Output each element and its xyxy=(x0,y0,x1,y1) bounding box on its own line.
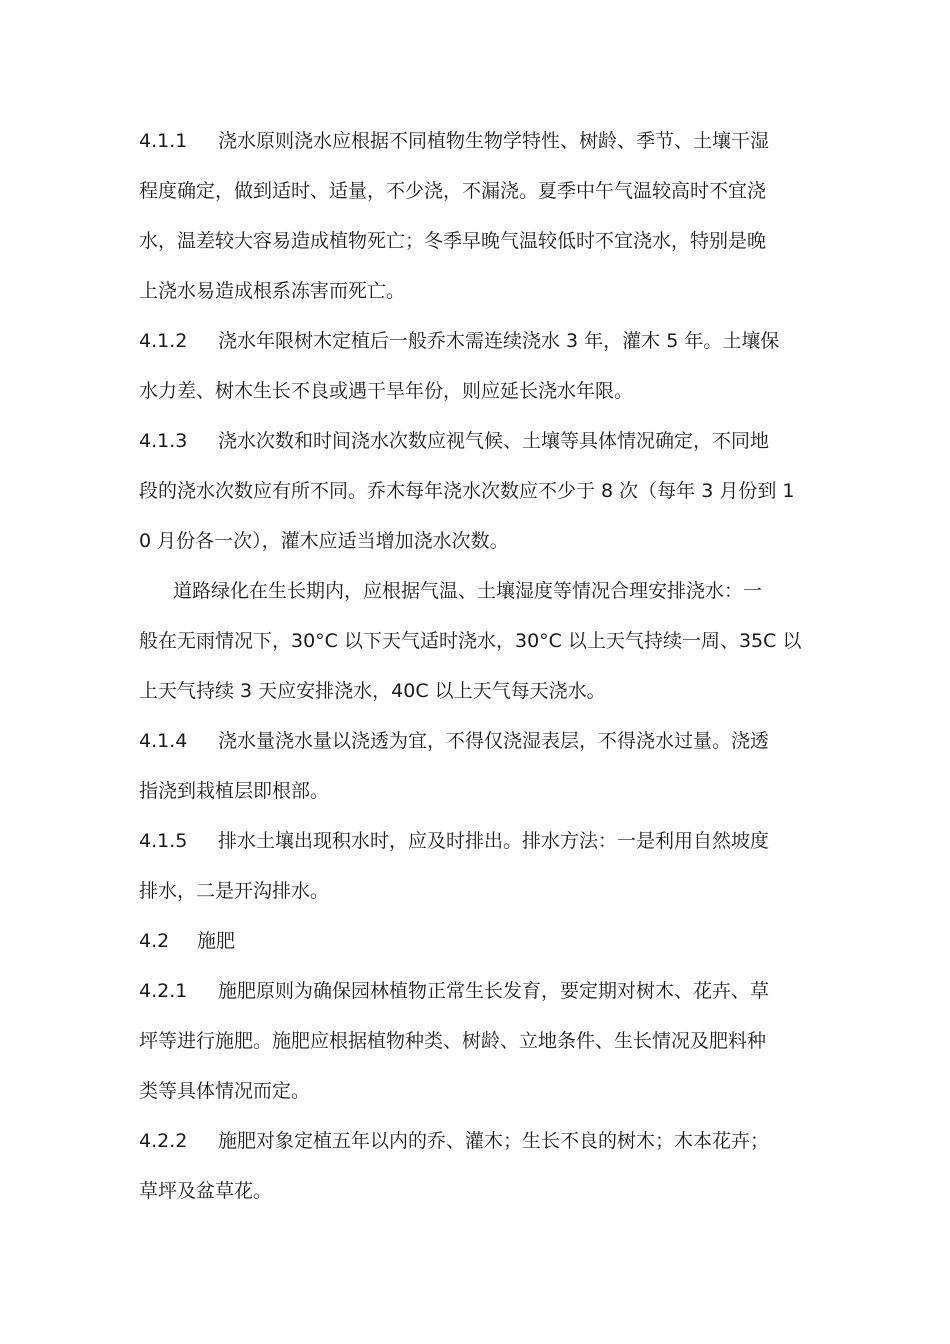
paragraph-line: 指浇到栽植层即根部。 xyxy=(139,780,330,802)
heading-line xyxy=(139,916,829,966)
section-number: 4.1.3 xyxy=(139,430,188,452)
paragraph-line xyxy=(139,1116,829,1166)
paragraph-line xyxy=(139,566,829,616)
paragraph-text: 浇水年限树木定植后一般乔木需连续浇水 3 年，灌木 5 年。土壤保 xyxy=(218,330,780,352)
paragraph-4-1-2 xyxy=(139,316,829,416)
paragraph-line xyxy=(139,316,829,366)
paragraph-line: 坪等进行施肥。施肥应根据植物种类、树龄、立地条件、生长情况及肥料种 xyxy=(139,1030,767,1052)
paragraph-line xyxy=(139,716,829,766)
paragraph-4-2-1 xyxy=(139,966,829,1116)
paragraph-line: 上浇水易造成根系冻害而死亡。 xyxy=(139,280,406,302)
paragraph-line xyxy=(139,116,829,166)
paragraph-4-1-3 xyxy=(139,416,829,566)
paragraph-line: 0 月份各一次），灌木应适当增加浇水次数。 xyxy=(139,530,509,552)
paragraph-line: 排水，二是开沟排水。 xyxy=(139,880,330,902)
section-number: 4.2.2 xyxy=(139,1130,188,1152)
paragraph-line: 般在无雨情况下，30°C 以下天气适时浇水，30°C 以上天气持续一周、35C 以 xyxy=(139,630,802,652)
document-body xyxy=(139,116,829,1216)
section-number: 4.2 xyxy=(139,930,170,952)
paragraph-line: 上天气持续 3 天应安排浇水，40C 以上天气每天浇水。 xyxy=(139,680,606,702)
section-number: 4.1.2 xyxy=(139,330,188,352)
paragraph-line: 草坪及盆草花。 xyxy=(139,1180,273,1202)
paragraph-text: 施肥原则为确保园林植物正常生长发育，要定期对树木、花卉、草 xyxy=(218,980,770,1002)
paragraph-line xyxy=(139,966,829,1016)
paragraph-text: 浇水次数和时间浇水次数应视气候、土壤等具体情况确定，不同地 xyxy=(218,430,770,452)
paragraph-4-2-2 xyxy=(139,1116,829,1216)
paragraph-text: 浇水原则浇水应根据不同植物生物学特性、树龄、季节、土壤干湿 xyxy=(218,130,770,152)
section-heading-4-2 xyxy=(139,916,829,966)
paragraph-4-1-4 xyxy=(139,716,829,816)
paragraph-line: 段的浇水次数应有所不同。乔木每年浇水次数应不少于 8 次（每年 3 月份到 1 xyxy=(139,480,795,502)
paragraph-text: 道路绿化在生长期内，应根据气温、土壤湿度等情况合理安排浇水：一 xyxy=(173,580,763,602)
section-number: 4.1.1 xyxy=(139,130,188,152)
paragraph-4-1-1 xyxy=(139,116,829,316)
section-title: 施肥 xyxy=(197,930,236,952)
section-number: 4.1.4 xyxy=(139,730,188,752)
section-number: 4.1.5 xyxy=(139,830,188,852)
paragraph-line: 水力差、树木生长不良或遇干旱年份，则应延长浇水年限。 xyxy=(139,380,634,402)
paragraph-road-greening xyxy=(139,566,829,716)
paragraph-text: 浇水量浇水量以浇透为宜，不得仅浇湿表层，不得浇水过量。浇透 xyxy=(218,730,770,752)
paragraph-line: 程度确定，做到适时、适量，不少浇，不漏浇。夏季中午气温较高时不宜浇 xyxy=(139,180,767,202)
paragraph-4-1-5 xyxy=(139,816,829,916)
section-number: 4.2.1 xyxy=(139,980,188,1002)
paragraph-line: 类等具体情况而定。 xyxy=(139,1080,311,1102)
paragraph-text: 排水土壤出现积水时，应及时排出。排水方法：一是利用自然坡度 xyxy=(218,830,770,852)
paragraph-line xyxy=(139,816,829,866)
paragraph-line xyxy=(139,416,829,466)
paragraph-text: 施肥对象定植五年以内的乔、灌木；生长不良的树木；木本花卉； xyxy=(218,1130,770,1152)
paragraph-line: 水，温差较大容易造成植物死亡；冬季早晚气温较低时不宜浇水，特别是晚 xyxy=(139,230,767,252)
